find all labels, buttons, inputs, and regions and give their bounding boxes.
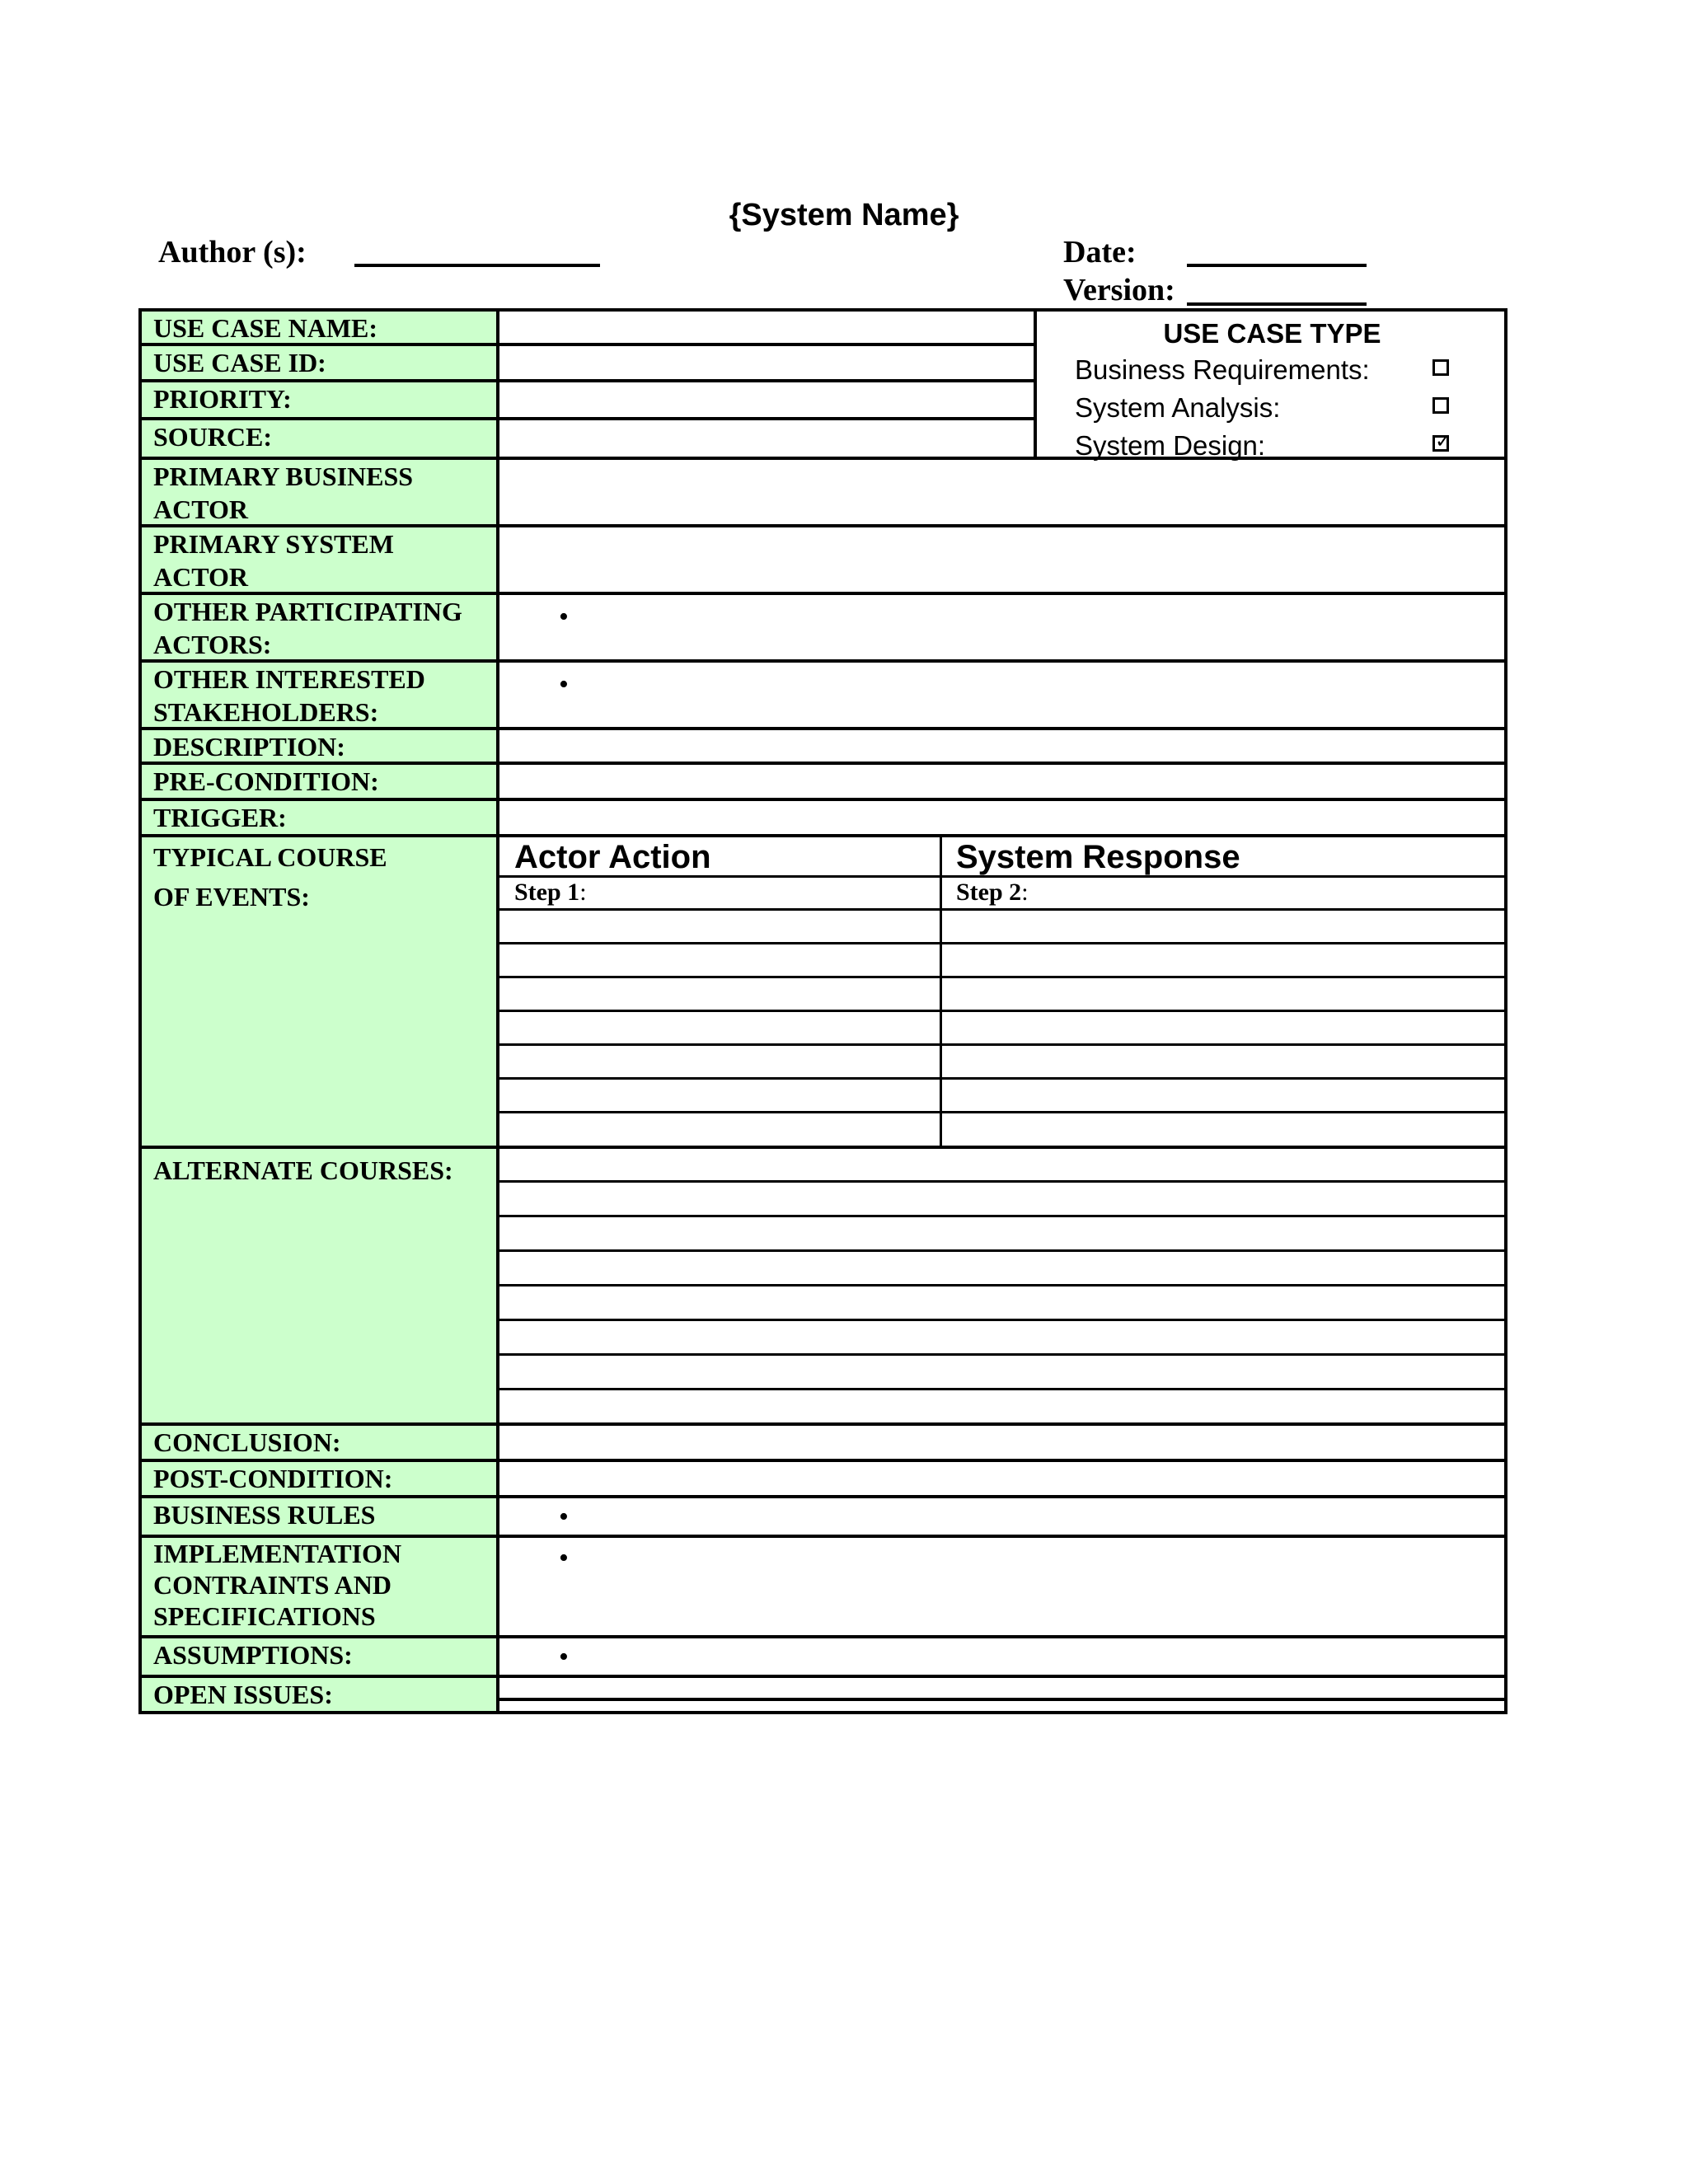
row-divider: [496, 1249, 1507, 1252]
date-field[interactable]: [1187, 264, 1367, 267]
step-1-text: Step 1: [514, 879, 580, 906]
use-case-id-field[interactable]: [496, 343, 1037, 382]
trigger-label: TRIGGER:: [138, 798, 499, 837]
row-divider: [496, 1319, 1507, 1321]
post-condition-field[interactable]: [496, 1459, 1507, 1498]
description-label: DESCRIPTION:: [138, 727, 499, 765]
bullet-icon: •: [559, 1543, 569, 1573]
row-divider: [496, 942, 1507, 944]
priority-label: PRIORITY:: [138, 379, 499, 420]
other-interested-stakeholders-field[interactable]: [496, 659, 1507, 730]
use-case-type-box: [1034, 308, 1507, 460]
description-field[interactable]: [496, 727, 1507, 765]
bullet-icon: •: [559, 1502, 569, 1532]
trigger-field[interactable]: [496, 798, 1507, 837]
source-field[interactable]: [496, 417, 1037, 460]
post-condition-label: POST-CONDITION:: [138, 1459, 499, 1498]
colon: :: [1021, 879, 1029, 906]
label-line: ACTORS:: [153, 630, 272, 659]
label-line: ACTOR: [153, 562, 248, 592]
bullet-icon: •: [559, 602, 569, 632]
other-participating-actors-label: [138, 592, 499, 663]
step-1-label: [514, 879, 587, 907]
conclusion-field[interactable]: [496, 1422, 1507, 1462]
assumptions-field[interactable]: [496, 1635, 1507, 1678]
row-divider: [496, 908, 1507, 911]
colon: :: [579, 879, 587, 906]
source-label: SOURCE:: [138, 417, 499, 460]
other-interested-stakeholders-label: [138, 659, 499, 730]
type-system-design-checkbox[interactable]: [1432, 435, 1449, 452]
use-case-type-title: USE CASE TYPE: [1163, 318, 1381, 349]
row-divider: [496, 1353, 1507, 1356]
row-divider: [496, 1111, 1507, 1113]
open-issues-label: OPEN ISSUES:: [138, 1675, 499, 1714]
open-issues-field[interactable]: [496, 1675, 1507, 1714]
priority-field[interactable]: [496, 379, 1037, 420]
use-case-id-label: USE CASE ID:: [138, 343, 499, 382]
version-field[interactable]: [1187, 302, 1367, 306]
label-line: OTHER INTERESTED: [153, 664, 425, 694]
alternate-courses-label: ALTERNATE COURSES:: [138, 1146, 499, 1426]
type-business-requirements-checkbox[interactable]: [1432, 359, 1449, 376]
typical-course-label: [138, 834, 499, 1149]
page-title: {System Name}: [729, 198, 959, 232]
label-line: OTHER PARTICIPATING: [153, 597, 462, 626]
date-label: Date:: [1063, 235, 1137, 269]
label-line: PRIMARY BUSINESS: [153, 462, 414, 491]
actor-action-header: Actor Action: [514, 839, 711, 875]
version-label: Version:: [1063, 273, 1175, 307]
label-line: STAKEHOLDERS:: [153, 697, 379, 727]
row-divider: [496, 976, 1507, 978]
label-line: IMPLEMENTATION: [153, 1539, 402, 1568]
primary-business-actor-field[interactable]: [496, 457, 1507, 527]
row-divider: [496, 1180, 1507, 1183]
pre-condition-field[interactable]: [496, 762, 1507, 801]
type-system-analysis-checkbox[interactable]: [1432, 397, 1449, 414]
label-line: ACTOR: [153, 494, 248, 524]
primary-system-actor-label: [138, 524, 499, 595]
other-participating-actors-field[interactable]: [496, 592, 1507, 663]
type-business-requirements-label: Business Requirements:: [1075, 354, 1370, 385]
bullet-icon: •: [559, 1642, 569, 1672]
column-divider: [940, 834, 942, 1149]
row-divider: [496, 1284, 1507, 1286]
business-rules-field[interactable]: [496, 1495, 1507, 1538]
author-field[interactable]: [354, 264, 600, 267]
label-line: PRIMARY SYSTEM: [153, 529, 394, 559]
step-2-label: [956, 879, 1029, 907]
use-case-name-field[interactable]: [496, 308, 1037, 346]
label-line: OF EVENTS:: [153, 882, 310, 912]
primary-business-actor-label: [138, 457, 499, 527]
row-divider: [496, 1043, 1507, 1046]
pre-condition-label: PRE-CONDITION:: [138, 762, 499, 801]
business-rules-label: BUSINESS RULES: [138, 1495, 499, 1538]
row-divider: [496, 1010, 1507, 1012]
type-system-analysis-label: System Analysis:: [1075, 392, 1281, 423]
bullet-icon: •: [559, 669, 569, 700]
conclusion-label: CONCLUSION:: [138, 1422, 499, 1462]
row-divider: [496, 1388, 1507, 1390]
system-response-header: System Response: [956, 839, 1240, 875]
implementation-constraints-label: [138, 1535, 499, 1638]
implementation-constraints-field[interactable]: [496, 1535, 1507, 1638]
row-divider: [496, 875, 1507, 878]
author-label: Author (s):: [158, 235, 307, 269]
label-line: TYPICAL COURSE: [153, 842, 387, 872]
step-2-text: Step 2: [956, 879, 1022, 906]
use-case-name-label: USE CASE NAME:: [138, 308, 499, 346]
label-line: SPECIFICATIONS: [153, 1601, 376, 1631]
label-line: CONTRAINTS AND: [153, 1570, 392, 1600]
primary-system-actor-field[interactable]: [496, 524, 1507, 595]
row-divider: [496, 1215, 1507, 1217]
type-system-design-label: System Design:: [1075, 430, 1266, 461]
assumptions-label: ASSUMPTIONS:: [138, 1635, 499, 1678]
row-divider: [496, 1077, 1507, 1080]
